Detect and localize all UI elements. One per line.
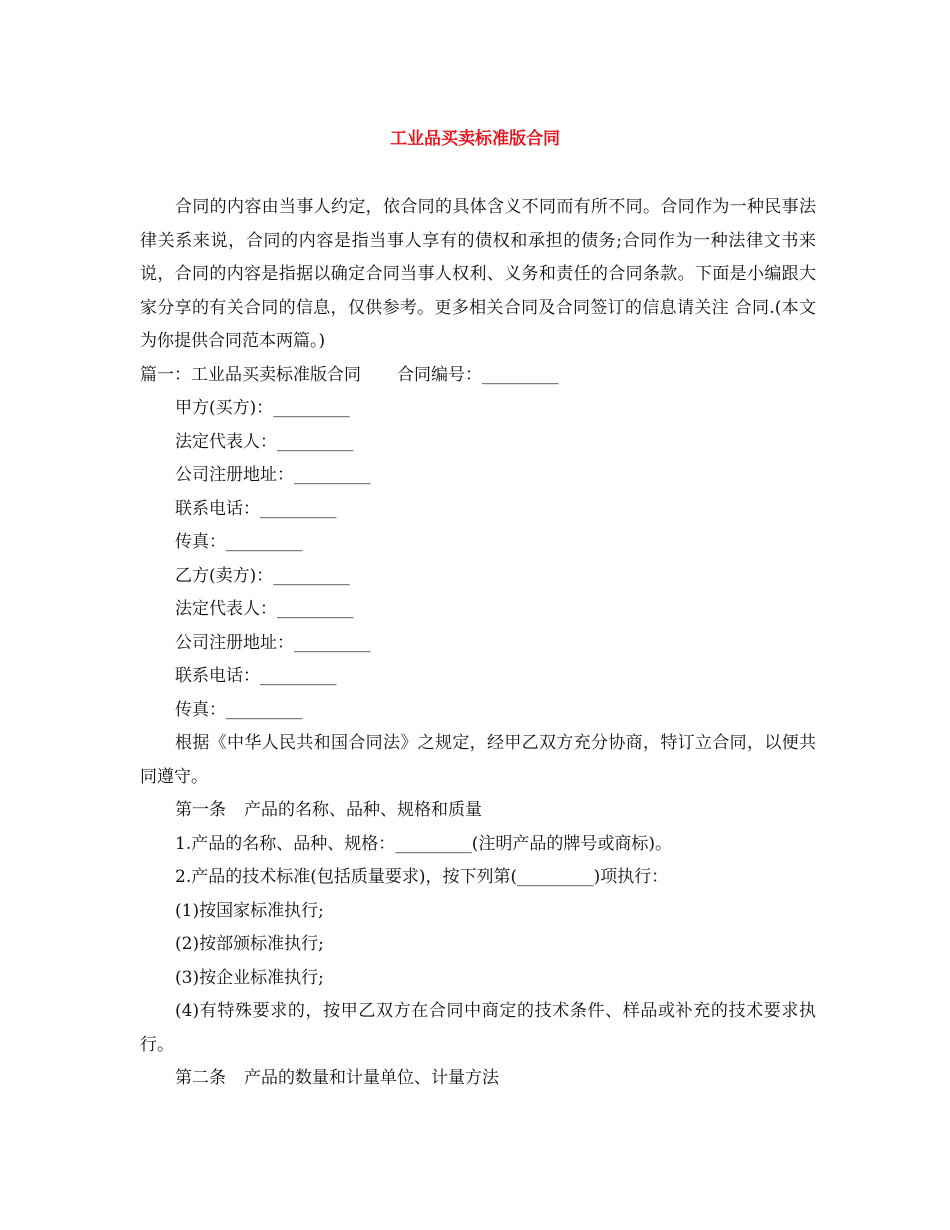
chapter-title: 篇一：工业品买卖标准版合同 bbox=[140, 364, 361, 385]
party-b-address: 公司注册地址：_________ bbox=[175, 632, 371, 653]
party-b-representative: 法定代表人：_________ bbox=[175, 599, 354, 619]
document-body bbox=[140, 191, 816, 1096]
party-a-name: 甲方(买方)：_________ bbox=[175, 398, 350, 418]
article-2-title: 产品的数量和计量单位、计量方法 bbox=[244, 1068, 499, 1088]
article-1-heading bbox=[140, 794, 816, 828]
chapter-heading-line bbox=[140, 359, 816, 393]
intro-paragraph: 合同的内容由当事人约定，依合同的具体含义不同而有所不同。合同作为一种民事法律关系来说，合同的内容是指当事人享有的债权和承担的债务;合同作为一种法律文书来说，合同的内容是指据以确定合同当事人权利、义务和责任的合同条款。下面是小编跟大家分享的有关合同的信息，仅供参考。更多相关合同及合同签订的信息请关注 合同.(本文为你提供合同范本两篇。) bbox=[140, 197, 816, 351]
party-b-fax: 传真：_________ bbox=[175, 699, 303, 720]
party-a-fax: 传真：_________ bbox=[175, 532, 303, 552]
article-1-sub-3: (3)按企业标准执行; bbox=[175, 967, 324, 988]
basis-paragraph: 根据《中华人民共和国合同法》之规定，经甲乙双方充分协商，特订立合同，以便共同遵守。 bbox=[140, 733, 816, 787]
article-1-sub-4: (4)有特殊要求的，按甲乙双方在合同中商定的技术条件、样品或补充的技术要求执行。 bbox=[140, 1001, 816, 1055]
contract-number: 合同编号：_________ bbox=[397, 364, 559, 385]
party-a-representative: 法定代表人：_________ bbox=[175, 431, 354, 452]
party-b-name: 乙方(卖方)：_________ bbox=[175, 565, 350, 586]
article-1-item-2: 2.产品的技术标准(包括质量要求)，按下列第(_________)项执行： bbox=[175, 867, 669, 887]
article-1-sub-1: (1)按国家标准执行; bbox=[175, 900, 324, 921]
article-1-sub-2: (2)按部颁标准执行; bbox=[175, 934, 324, 954]
article-1-number: 第一条 bbox=[175, 800, 226, 820]
party-a-address: 公司注册地址：_________ bbox=[175, 465, 371, 485]
article-1-item-1: 1.产品的名称、品种、规格：_________(注明产品的牌号或商标)。 bbox=[175, 833, 672, 854]
article-1-title: 产品的名称、品种、规格和质量 bbox=[244, 800, 482, 820]
article-2-number: 第二条 bbox=[175, 1068, 226, 1088]
document-title: 工业品买卖标准版合同 bbox=[390, 129, 560, 149]
party-a-phone: 联系电话：_________ bbox=[175, 498, 337, 519]
party-b-phone: 联系电话：_________ bbox=[175, 666, 337, 686]
article-2-heading bbox=[140, 1062, 816, 1096]
